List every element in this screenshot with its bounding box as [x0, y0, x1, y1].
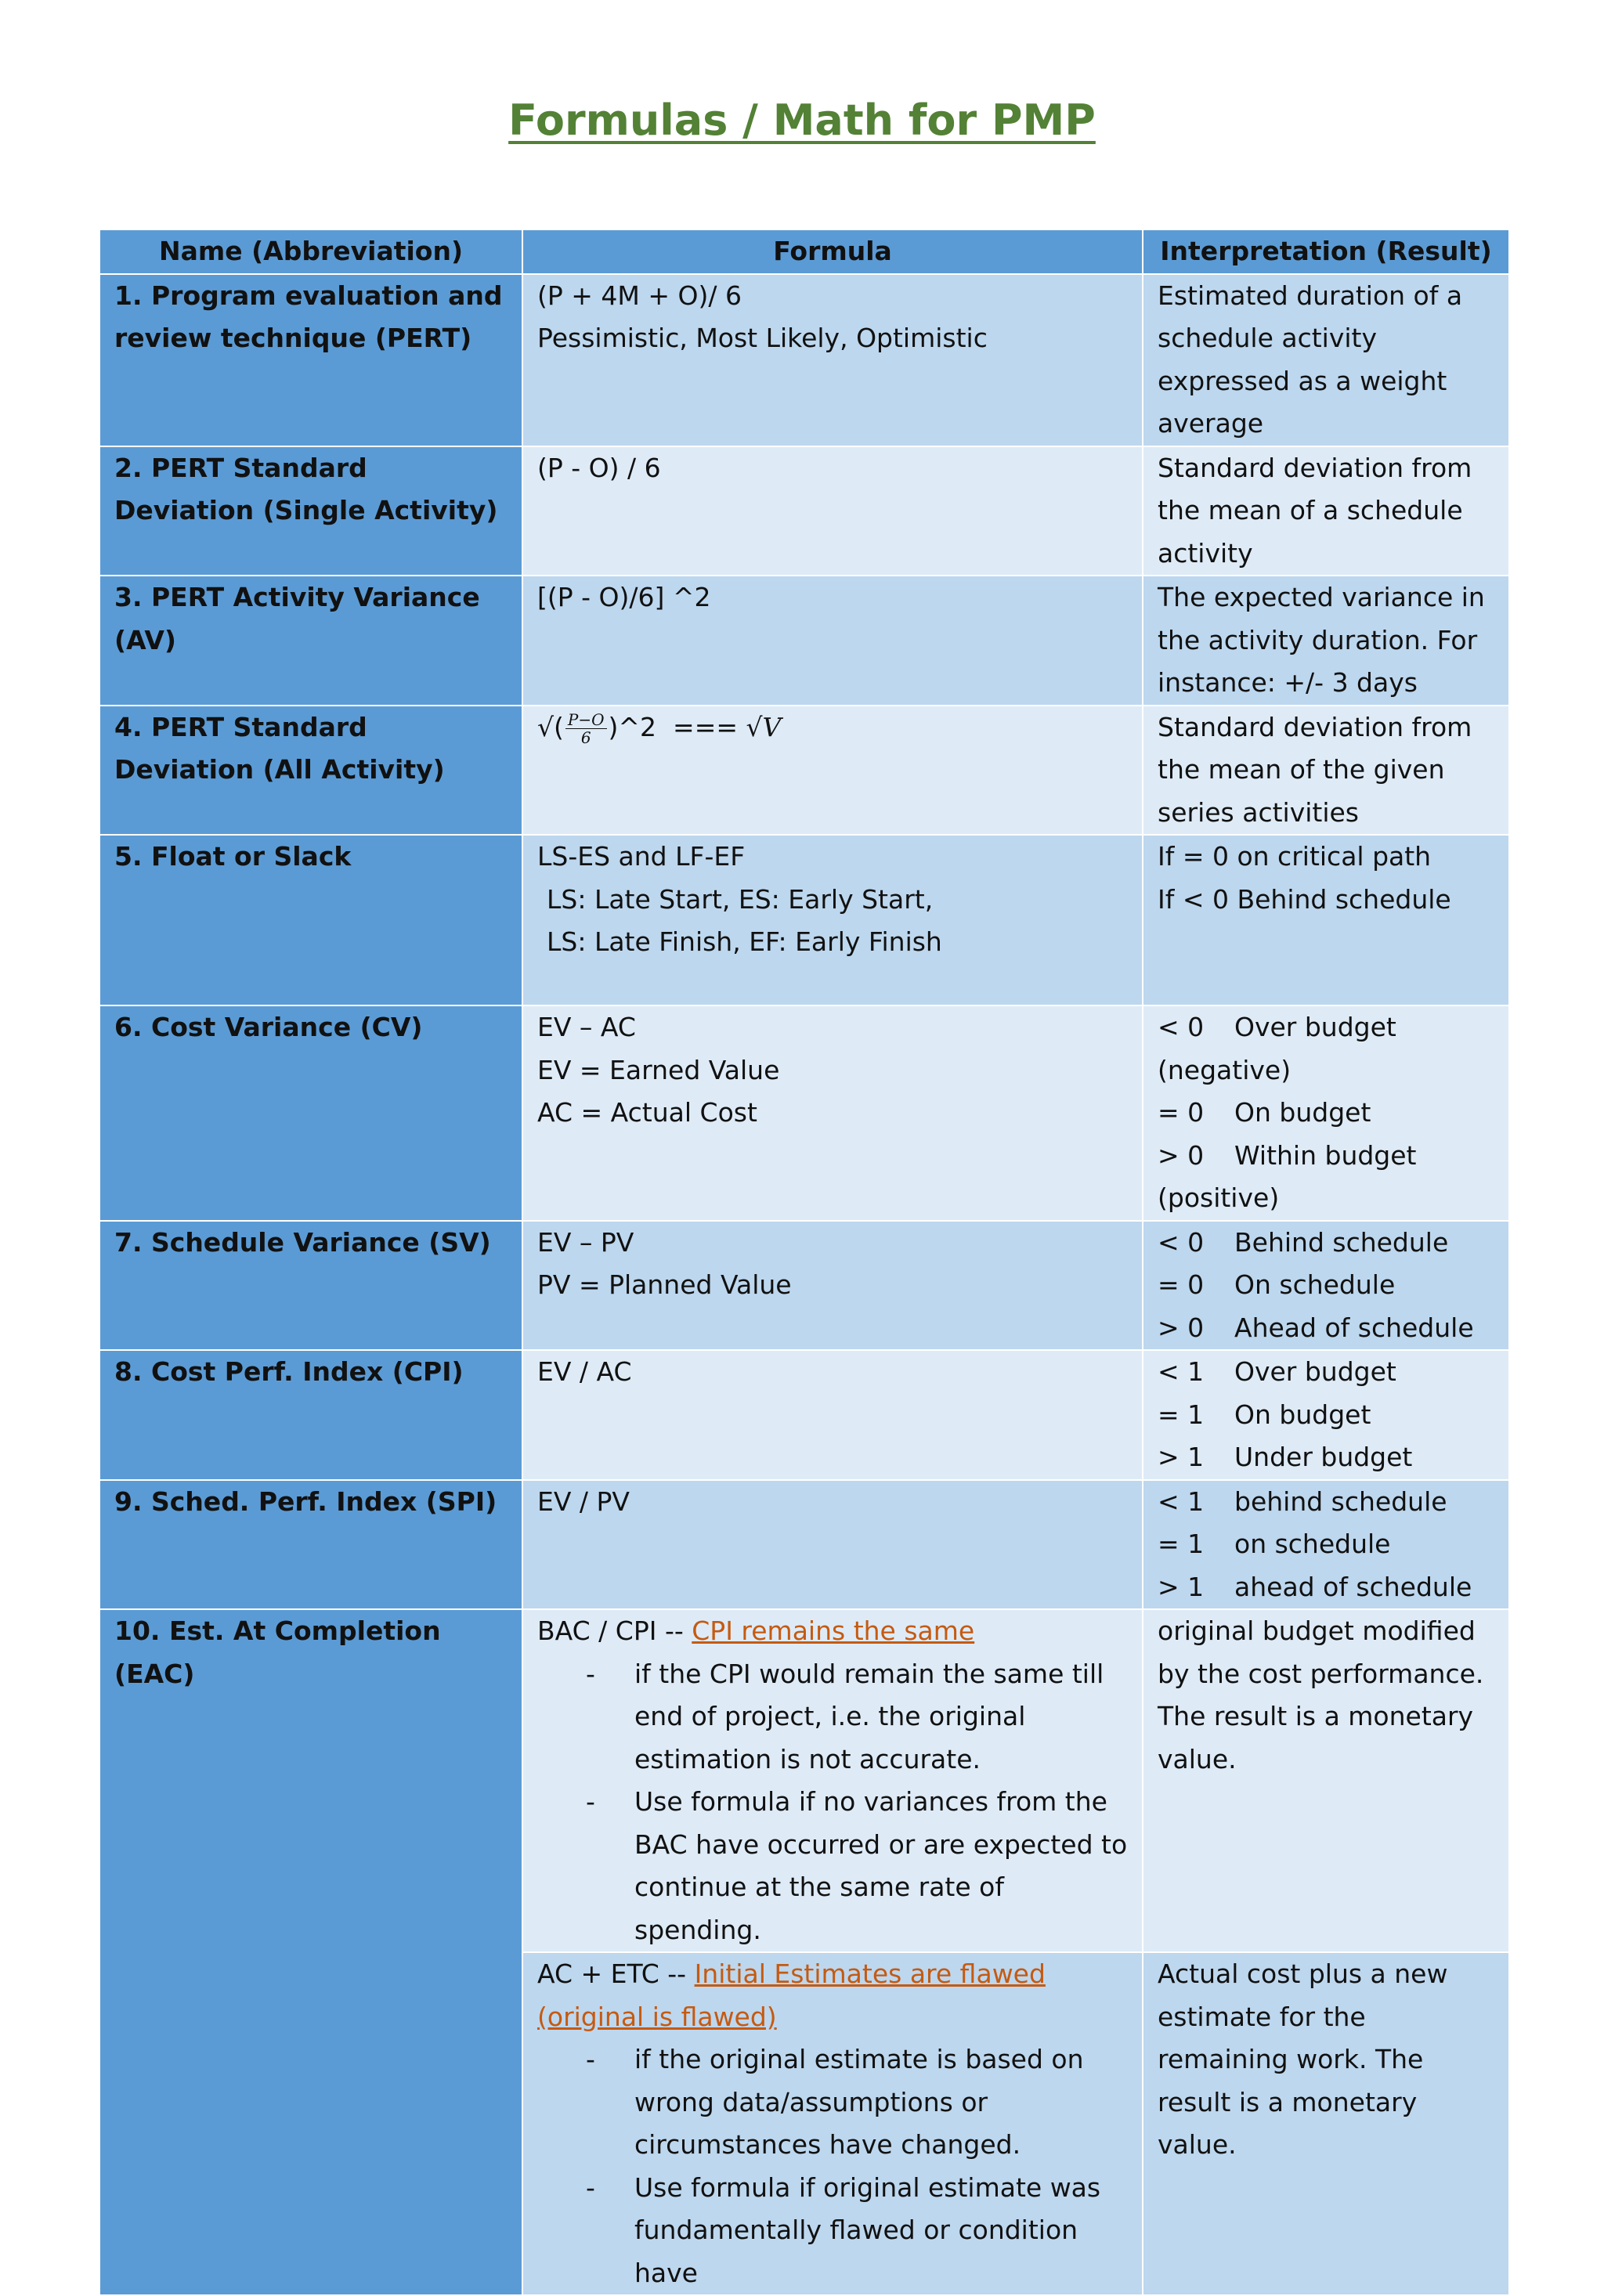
row-name: 5. Float or Slack	[99, 835, 522, 1005]
row-interpretation: < 0 Over budget (negative) = 0 On budget > 0 Within budget (positive)	[1143, 1005, 1509, 1221]
row-name: 1. Program evaluation and review technique (PERT)	[99, 274, 522, 446]
row-formula: EV – PV PV = Planned Value	[522, 1221, 1143, 1351]
table-row	[99, 835, 1509, 1005]
row-name: 3. PERT Activity Variance (AV)	[99, 576, 522, 706]
row-interpretation: original budget modified by the cost performance. The result is a monetary value.	[1143, 1609, 1509, 1952]
row-interpretation: < 0 Behind schedule = 0 On schedule > 0 Ahead of schedule	[1143, 1221, 1509, 1351]
row-name: 8. Cost Perf. Index (CPI)	[99, 1350, 522, 1480]
pert-sd-formula: √( $\frac{P-O}{6}$ )^2 === √V	[537, 709, 782, 747]
table-row	[99, 1350, 1509, 1480]
row-formula: (P - O) / 6	[522, 446, 1143, 576]
row-name: 7. Schedule Variance (SV)	[99, 1221, 522, 1351]
bullet-list	[537, 2038, 1131, 2294]
row-formula: (P + 4M + O)/ 6 Pessimistic, Most Likely, Optimistic	[522, 274, 1143, 446]
table-row	[99, 274, 1509, 446]
row-name: 2. PERT Standard Deviation (Single Activity)	[99, 446, 522, 576]
row-interpretation: < 1 behind schedule = 1 on schedule > 1 ahead of schedule	[1143, 1480, 1509, 1610]
row-formula: LS-ES and LF-EF LS: Late Start, ES: Early Start, LS: Late Finish, EF: Early Finish	[522, 835, 1143, 1005]
formulas-table	[99, 229, 1510, 2296]
header-row	[99, 229, 1509, 274]
row-name: 9. Sched. Perf. Index (SPI)	[99, 1480, 522, 1610]
row-name: 10. Est. At Completion (EAC)	[99, 1609, 522, 2295]
row-interpretation: The expected variance in the activity duration. For instance: +/- 3 days	[1143, 576, 1509, 706]
fraction: $\frac{P-O}{6}$	[565, 711, 607, 746]
row-interpretation: If = 0 on critical path If < 0 Behind schedule	[1143, 835, 1509, 1005]
row-formula: AC + ETC -- Initial Estimates are flawed (original is flawed) - if the original estimate is based on wrong data/assumptions or circumstances have changed. - Use formula if original estimate was fundamentally flawed or condition have	[522, 1952, 1143, 2295]
row-formula: EV / AC	[522, 1350, 1143, 1480]
table-row	[99, 1480, 1509, 1610]
bullet-list	[537, 1653, 1131, 1952]
header-name: Name (Abbreviation)	[99, 229, 522, 274]
list-item: - Use formula if original estimate was fundamentally flawed or condition have	[537, 2167, 1131, 2295]
table-row	[99, 1221, 1509, 1351]
row-interpretation: < 1 Over budget = 1 On budget > 1 Under budget	[1143, 1350, 1509, 1480]
list-item: - if the CPI would remain the same till end of project, i.e. the original estimation is not accurate.	[537, 1653, 1131, 1782]
page-title: Formulas / Math for PMP	[508, 96, 1096, 145]
row-formula	[522, 706, 1143, 836]
row-interpretation: Actual cost plus a new estimate for the remaining work. The result is a monetary value.	[1143, 1952, 1509, 2295]
row-interpretation: Standard deviation from the mean of the given series activities	[1143, 706, 1509, 836]
list-item: - if the original estimate is based on wrong data/assumptions or circumstances have changed.	[537, 2038, 1131, 2167]
list-item: - Use formula if no variances from the BAC have occurred or are expected to continue at the same rate of spending.	[537, 1781, 1131, 1951]
header-formula: Formula	[522, 229, 1143, 274]
row-name: 6. Cost Variance (CV)	[99, 1005, 522, 1221]
initial-estimates-flawed-link[interactable]: Initial Estimates are flawed (original is flawed)	[537, 1958, 1046, 2032]
table-row	[99, 1609, 1509, 1952]
table-row	[99, 706, 1509, 836]
row-formula: [(P - O)/6] ^2	[522, 576, 1143, 706]
header-interpretation: Interpretation (Result)	[1143, 229, 1509, 274]
cpi-remains-same-link[interactable]: CPI remains the same	[692, 1616, 975, 1646]
table-row	[99, 576, 1509, 706]
row-name: 4. PERT Standard Deviation (All Activity)	[99, 706, 522, 836]
table-row	[99, 1005, 1509, 1221]
table-row	[99, 446, 1509, 576]
row-formula: EV / PV	[522, 1480, 1143, 1610]
row-interpretation: Standard deviation from the mean of a schedule activity	[1143, 446, 1509, 576]
row-formula: BAC / CPI -- CPI remains the same - if the CPI would remain the same till end of project, i.e. the original estimation is not accurate. - Use formula if no variances from the BAC have occurred or are expected to continue at the same rate of spending.	[522, 1609, 1143, 1952]
row-formula: EV – AC EV = Earned Value AC = Actual Cost	[522, 1005, 1143, 1221]
row-interpretation: Estimated duration of a schedule activity expressed as a weight average	[1143, 274, 1509, 446]
